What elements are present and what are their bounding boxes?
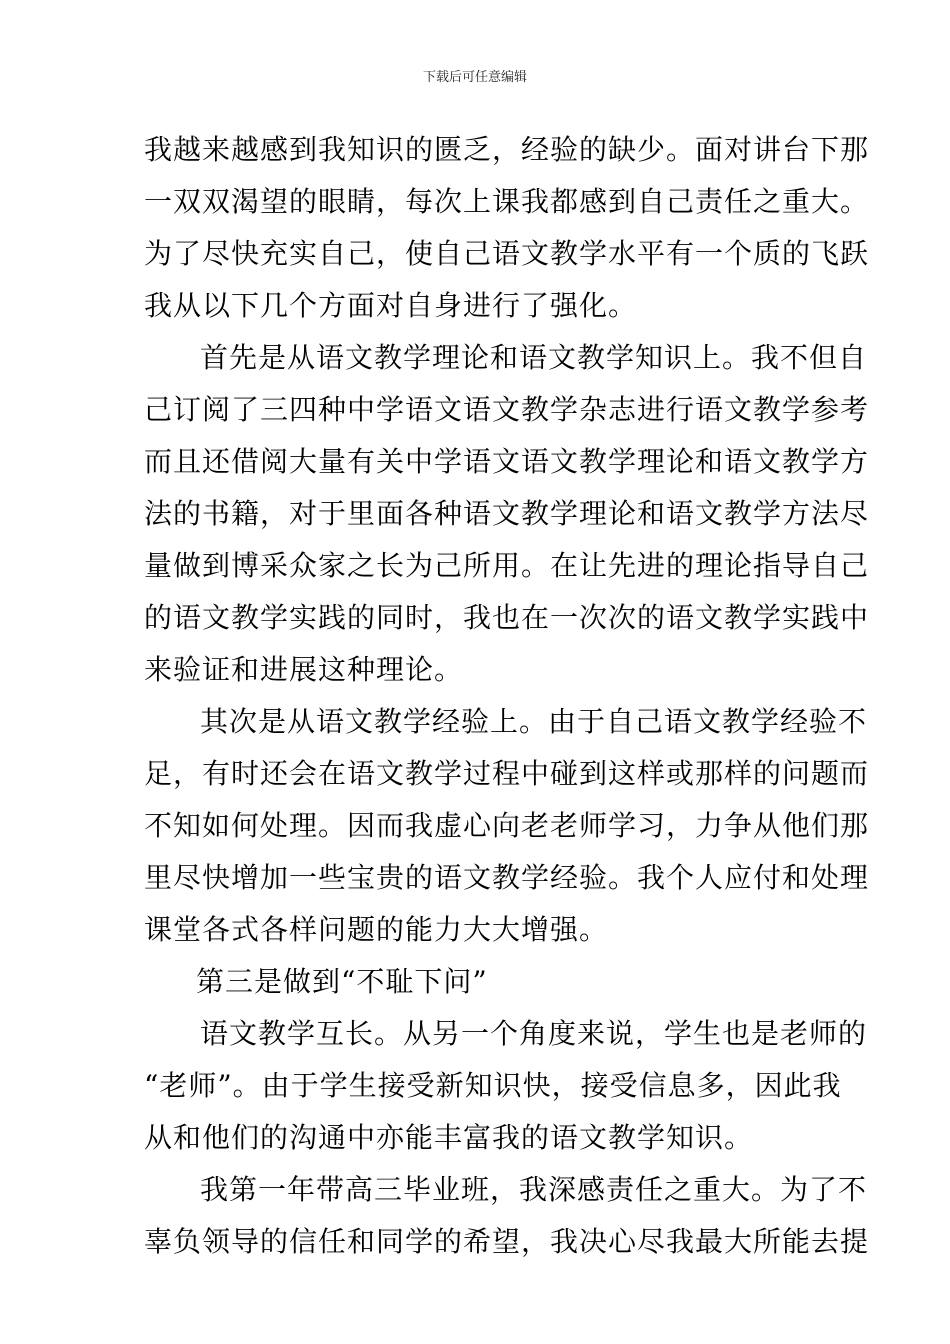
text-line: 我越来越感到我知识的匮乏，经验的缺少。面对讲台下那 [144, 133, 870, 166]
text-line: 来验证和进展这种理论。 [144, 653, 464, 686]
text-line: 足，有时还会在语文教学过程中碰到这样或那样的问题而 [144, 757, 870, 790]
paragraph-first-line: 语文教学互长。从另一个角度来说，学生也是老师的 [200, 1017, 868, 1050]
text-line: 不知如何处理。因而我虚心向老老师学习，力争从他们那 [144, 809, 870, 842]
paragraph-first-line: 首先是从语文教学理论和语文教学知识上。我不但自 [200, 341, 868, 374]
paragraph-first-line: 第三是做到“不耻下问” [196, 965, 488, 998]
text-line: 辜负领导的信任和同学的希望，我决心尽我最大所能去提 [144, 1225, 870, 1258]
text-line: 一双双渴望的眼睛，每次上课我都感到自己责任之重大。 [144, 185, 870, 218]
text-line: 的语文教学实践的同时，我也在一次次的语文教学实践中 [144, 601, 870, 634]
text-line: 我从以下几个方面对自身进行了强化。 [144, 289, 638, 322]
text-line: 为了尽快充实自己，使自己语文教学水平有一个质的飞跃 [144, 237, 870, 270]
paragraph-first-line: 其次是从语文教学经验上。由于自己语文教学经验不 [200, 705, 868, 738]
text-line: 己订阅了三四种中学语文语文教学杂志进行语文教学参考 [144, 393, 870, 426]
text-line: 而且还借阅大量有关中学语文语文教学理论和语文教学方 [144, 445, 870, 478]
text-line: 量做到博采众家之长为己所用。在让先进的理论指导自己 [144, 549, 870, 582]
page-header: 下载后可任意编辑 [422, 70, 527, 85]
paragraph-first-line: 我第一年带高三毕业班，我深感责任之重大。为了不 [200, 1173, 868, 1206]
text-line: 里尽快增加一些宝贵的语文教学经验。我个人应付和处理 [144, 861, 870, 894]
text-line: “老师”。由于学生接受新知识快，接受信息多，因此我 [144, 1069, 842, 1102]
text-line: 课堂各式各样问题的能力大大增强。 [144, 913, 609, 946]
text-line: 法的书籍，对于里面各种语文教学理论和语文教学方法尽 [144, 497, 870, 530]
text-line: 从和他们的沟通中亦能丰富我的语文教学知识。 [144, 1121, 754, 1154]
